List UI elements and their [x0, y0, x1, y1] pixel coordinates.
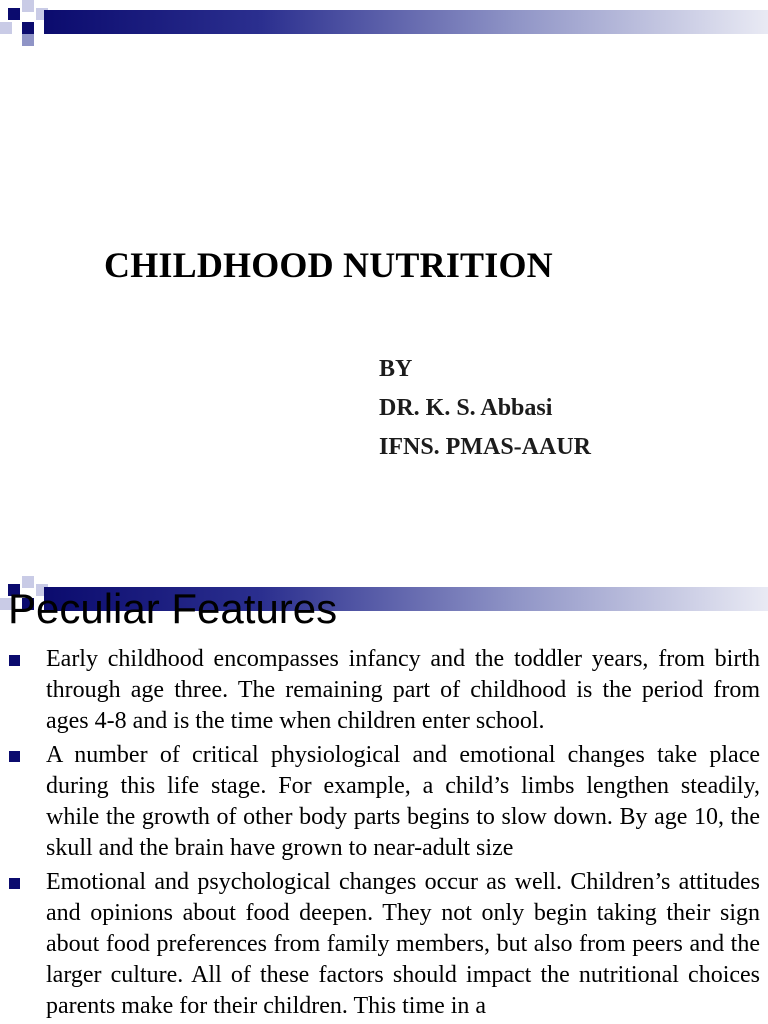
- header-gradient-bar: [44, 10, 768, 34]
- author-block: [379, 352, 591, 469]
- bullet-text: Emotional and psychological changes occur as well. Children’s attitudes and opinions about food deepen. They not only begin taking their sign about food preferences from family members, but also from peers and the larger culture. All of these factors should impact the nutritional choices parents make for their children. This time in a: [46, 869, 760, 1019]
- slide-title: CHILDHOOD NUTRITION: [104, 245, 553, 285]
- square-bullet-icon: [9, 751, 20, 762]
- bullet-item: [0, 644, 768, 737]
- content-slide: [0, 576, 768, 1024]
- bullet-item: [0, 867, 768, 1022]
- bullet-list: [0, 644, 768, 1024]
- bullet-item: [0, 740, 768, 864]
- square-bullet-icon: [9, 655, 20, 666]
- bullet-text: Early childhood encompasses infancy and the toddler years, from birth through age three. The remaining part of childhood is the period from ages 4-8 and is the time when children enter school.: [46, 646, 760, 734]
- bullet-text: A number of critical physiological and emotional changes take place during this life stage. For example, a child’s limbs lengthen steadily, while the growth of other body parts begins to slow down. By age 10, the skull and the brain have grown to near-adult size: [46, 742, 760, 861]
- slide-heading: Peculiar Features: [8, 585, 338, 632]
- author-name: DR. K. S. Abbasi: [379, 395, 553, 421]
- square-bullet-icon: [9, 878, 20, 889]
- byline-label: BY: [379, 356, 413, 382]
- author-affiliation: IFNS. PMAS-AAUR: [379, 434, 591, 460]
